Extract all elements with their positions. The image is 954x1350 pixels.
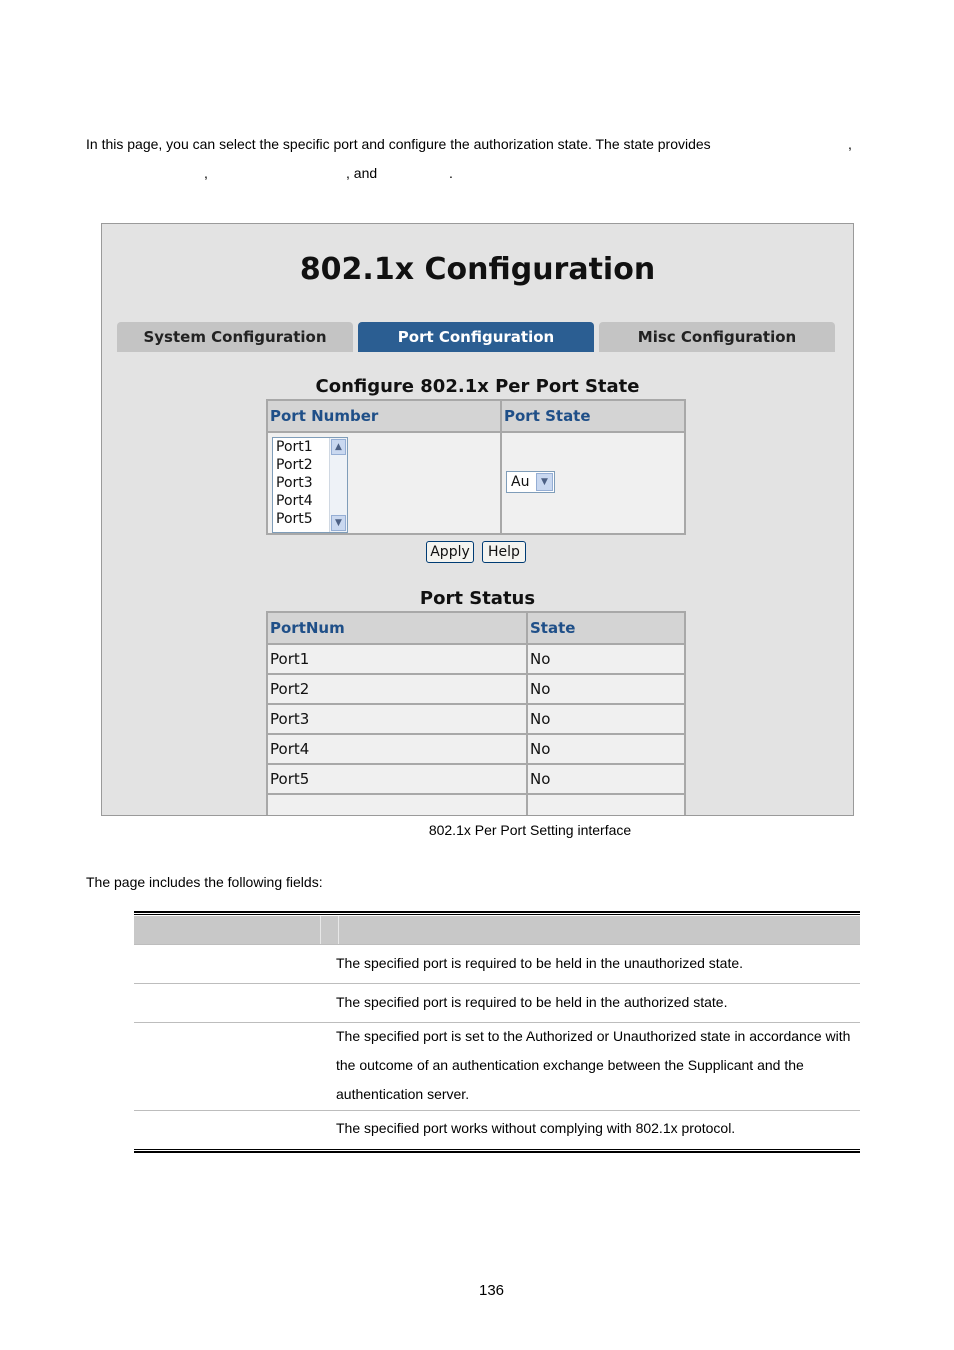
- status-port: Port5: [267, 764, 527, 794]
- list-item[interactable]: Port1: [276, 439, 313, 455]
- list-item[interactable]: Port3: [276, 475, 313, 491]
- status-state: No: [527, 764, 685, 794]
- tab-misc-configuration[interactable]: Misc Configuration: [599, 322, 835, 352]
- scroll-up-icon[interactable]: ▲: [331, 439, 346, 455]
- table-top-rule: [134, 911, 860, 913]
- status-port: Port1: [267, 644, 527, 674]
- port-listbox[interactable]: [272, 437, 348, 533]
- page-number: 136: [478, 1282, 505, 1299]
- intro-line-1: In this page, you can select the specific port and configure the authorization state. The state provides: [86, 136, 711, 152]
- port-number-cell: [267, 432, 501, 534]
- port-state-cell: [501, 432, 685, 534]
- port-state-value: Au: [511, 474, 530, 490]
- port-state-select[interactable]: [506, 471, 555, 493]
- status-table: [266, 611, 686, 816]
- status-port: Port2: [267, 674, 527, 704]
- col-port-number: Port Number: [267, 400, 501, 432]
- figure-caption: 802.1x Per Port Setting interface: [428, 822, 632, 838]
- list-item[interactable]: Port5: [276, 511, 313, 527]
- status-state: No: [527, 674, 685, 704]
- col-port-state: Port State: [501, 400, 685, 432]
- status-state: No: [527, 704, 685, 734]
- status-port: Port4: [267, 734, 527, 764]
- field-description: The specified port is required to be held in the unauthorized state.: [336, 955, 744, 971]
- table-row-partial: [267, 794, 685, 816]
- status-state: No: [527, 644, 685, 674]
- intro-line-2-comma: ,: [204, 165, 208, 181]
- status-section-title: Port Status: [419, 588, 536, 609]
- table-row: [267, 734, 685, 764]
- field-description: The specified port is required to be held in the authorized state.: [336, 994, 728, 1010]
- field-description: The specified port is set to the Authorized or Unauthorized state in accordance with the outcome of an authentication exchange between the Supplicant and the authentication server.: [336, 1028, 851, 1102]
- fields-intro: The page includes the following fields:: [86, 874, 323, 890]
- table-row: [267, 764, 685, 794]
- table-row: [267, 674, 685, 704]
- tab-port-configuration[interactable]: Port Configuration: [358, 322, 594, 352]
- status-state: No: [527, 734, 685, 764]
- config-screenshot: [101, 223, 854, 816]
- intro-line-1-comma: ,: [848, 136, 852, 152]
- list-item[interactable]: Port2: [276, 457, 313, 473]
- scroll-down-icon[interactable]: ▼: [331, 515, 346, 531]
- table-row: [267, 644, 685, 674]
- table-bottom-rule: [134, 1151, 860, 1153]
- config-table: [266, 399, 686, 535]
- help-button[interactable]: Help: [482, 541, 526, 563]
- list-item[interactable]: Port4: [276, 493, 313, 509]
- col-state: State: [527, 612, 685, 644]
- apply-button[interactable]: Apply: [426, 541, 474, 563]
- field-description: The specified port works without complying with 802.1x protocol.: [336, 1120, 736, 1136]
- status-port: Port3: [267, 704, 527, 734]
- page-title: 802.1x Configuration: [299, 252, 656, 287]
- table-row: [267, 704, 685, 734]
- intro-line-2-period: .: [449, 165, 453, 181]
- tab-system-configuration[interactable]: System Configuration: [117, 322, 353, 352]
- intro-line-2-and: , and: [346, 165, 378, 181]
- config-section-title: Configure 802.1x Per Port State: [315, 376, 640, 397]
- fields-table-header: [134, 916, 860, 944]
- listbox-scrollbar[interactable]: [329, 438, 347, 532]
- chevron-down-icon: ▼: [536, 473, 553, 491]
- col-portnum: PortNum: [267, 612, 527, 644]
